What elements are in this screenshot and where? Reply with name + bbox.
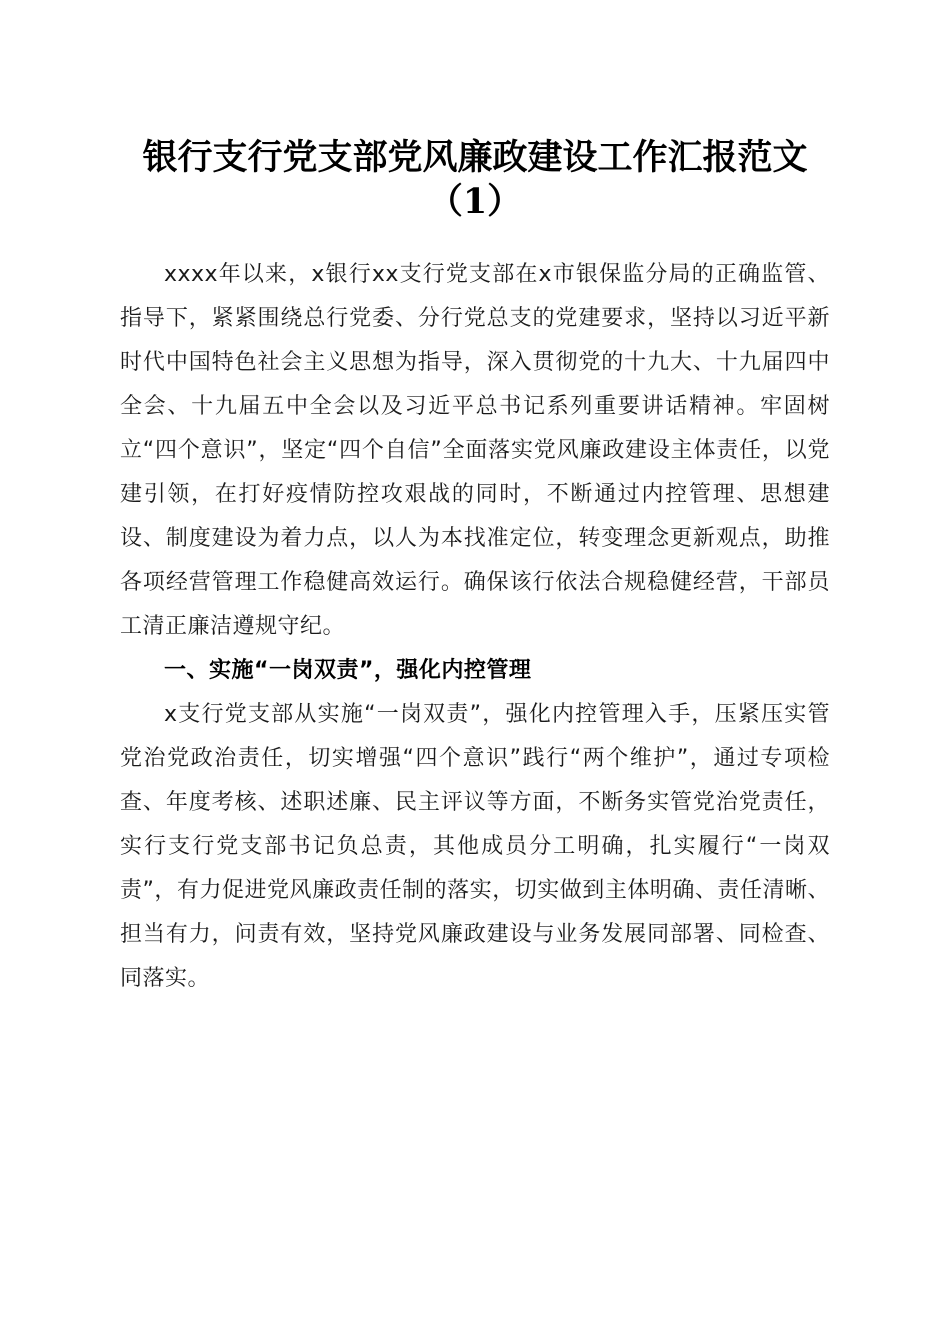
paragraph-intro: xxxx年以来，x银行xx支行党支部在x市银保监分局的正确监管、指导下，紧紧围绕总行党委、分行党总支的党建要求，坚持以习近平新时代中国特色社会主义思想为指导，深入贯彻党的十九大、十九届四中全会、十九届五中全会以及习近平总书记系列重要讲话精神。牢固树立“四个意识”，坚定“四个自信”全面落实党风廉政建设主体责任，以党建引领，在打好疫情防控攻艰战的同时，不断通过内控管理、思想建设、制度建设为着力点，以人为本找准定位，转变理念更新观点，助推各项经营管理工作稳健高效运行。确保该行依法合规稳健经营，干部员工清正廉洁遵规守纪。 bbox=[120, 262, 830, 639]
paragraph-section-1: x支行党支部从实施“一岗双责”，强化内控管理入手，压紧压实管党治党政治责任，切实增强“四个意识”践行“两个维护”，通过专项检查、年度考核、述职述廉、民主评议等方面，不断务实管党治党责任，实行支行党支部书记负总责，其他成员分工明确，扎实履行“一岗双责”，有力促进党风廉政责任制的落实，切实做到主体明确、责任清晰、担当有力，问责有效，坚持党风廉政建设与业务发展同部署、同检查、同落实。 bbox=[120, 702, 830, 991]
document-title-line-1: 银行支行党支部党风廉政建设工作汇报范文 bbox=[142, 137, 808, 178]
document-body bbox=[120, 253, 830, 1001]
document-title-line-2: （1） bbox=[427, 181, 523, 222]
section-heading-1: 一、实施“一岗双责”，强化内控管理 bbox=[164, 658, 532, 683]
